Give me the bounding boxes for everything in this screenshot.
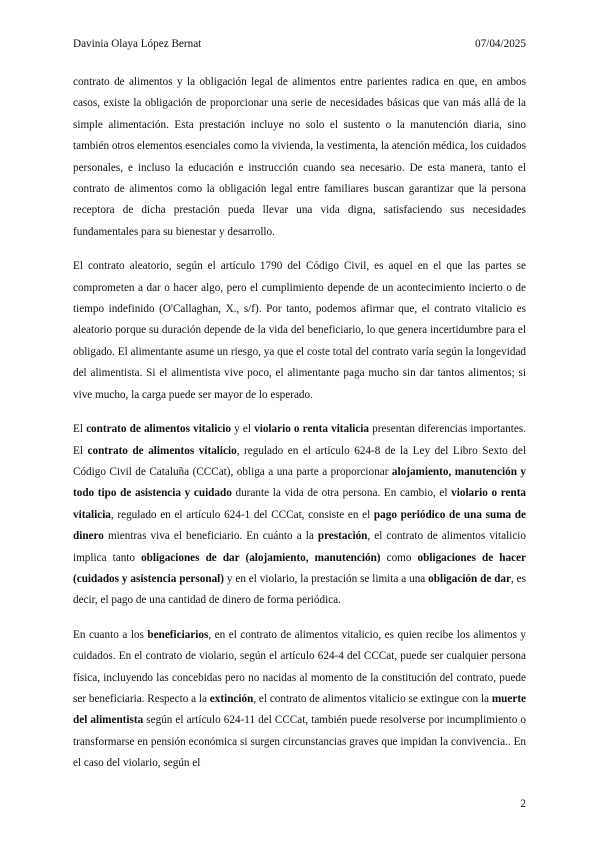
bold-term: obligaciones de hacer (cuidados y asistencia personal) <box>73 551 527 585</box>
bold-term: obligación de dar <box>428 572 511 585</box>
page-number: 2 <box>520 798 526 810</box>
bold-term: alojamiento, manutención y todo tipo de asistencia y cuidado <box>73 465 526 500</box>
document-body <box>73 72 526 788</box>
paragraph-text: , en el contrato de alimentos vitalicio, es quien recibe los alimentos y cuidados. En el contrato de violario, según el artículo 624-4 del CCCat, puede ser cualquier persona física, incluyendo las concebidas pero no nacidas al momento de la constitución del contrato, puede ser beneficiaria. Respecto a la <box>73 628 526 705</box>
paragraph-4 <box>73 625 526 775</box>
paragraph-text: y el <box>231 423 255 436</box>
bold-term: beneficiarios <box>147 628 209 641</box>
bold-term: contrato de alimentos vitalicio <box>86 423 232 436</box>
paragraph-text: contrato de alimentos y la obligación legal de alimentos entre parientes radica en que, en ambos casos, existe la obligación de proporcionar una serie de necesidades básicas que van más allá de la simple alimentación. Esta prestación incluye no solo el sustento o la manutención diaria, sino también otros elementos esenciales como la vivienda, la vestimenta, la atención médica, los cuidados personales, e incluso la educación e instrucción cuando sea necesario. De esta manera, tanto el contrato de alimentos como la obligación legal entre familiares buscan garantizar que la persona receptora de dicha prestación pueda llevar una vida digna, satisfaciendo sus necesidades fundamentales para su bienestar y desarrollo. <box>73 76 526 238</box>
paragraph-text: El contrato aleatorio, según el artículo 1790 del Código Civil, es aquel en el que las partes se comprometen a dar o hacer algo, pero el cumplimiento depende de un acontecimiento incierto o de tiempo indefinido (O'Callaghan, X., s/f). Por tanto, podemos afirmar que, el contrato vitalicio es aleatorio porque su duración depende de la vida del beneficiario, lo que genera incertidumbre para el obligado. El alimentante asume un riesgo, ya que el coste total del contrato varía según la longevidad del alimentista. Si el alimentista vive poco, el alimentante paga mucho sin dar tantos alimentos; si vive mucho, la carga puede ser mayor de lo esperado. <box>73 260 526 401</box>
paragraph-text: , el contrato de alimentos vitalicio implica tanto <box>73 530 526 564</box>
paragraph-text: como <box>380 551 418 564</box>
header-author: Davinia Olaya López Bernat <box>73 38 202 50</box>
paragraph-text: presentan diferencias importantes. El <box>73 423 526 457</box>
paragraph-text: , regulado en el artículo 624-1 del CCCat, consiste en el <box>110 508 374 521</box>
paragraph-text: En cuanto a los <box>73 628 148 641</box>
paragraph-2 <box>73 256 526 406</box>
bold-term: pago periódico de una suma de dinero <box>73 508 526 543</box>
paragraph-text: y en el violario, la prestación se limita a una <box>224 572 429 585</box>
paragraph-text: durante la vida de otra persona. En cambio, el <box>231 487 452 500</box>
bold-term: obligaciones de dar (alojamiento, manutención) <box>141 551 381 564</box>
paragraph-3 <box>73 419 526 612</box>
paragraph-text: , regulado en el artículo 624-8 de la Ley del Libro Sexto del Código Civil de Cataluña (CCCat), obliga a una parte a proporcionar <box>73 444 526 478</box>
paragraph-text: , es decir, el pago de una cantidad de dinero de forma periódica. <box>73 572 527 607</box>
paragraph-text: El <box>73 423 87 436</box>
bold-term: prestación <box>317 530 368 543</box>
bold-term: violario o renta vitalicia <box>254 423 369 436</box>
paragraph-text: según el artículo 624-11 del CCCat, también puede resolverse por incumplimiento o transformarse en pensión económica si surgen circunstancias graves que impidan la convivencia.. En el caso del violario, según el <box>73 714 526 770</box>
paragraph-text: , el contrato de alimentos vitalicio se extingue con la <box>253 692 492 705</box>
bold-term: extinción <box>209 692 254 705</box>
paragraph-1 <box>73 72 526 243</box>
paragraph-text: mientras viva el beneficiario. En cuánto a la <box>103 530 318 543</box>
page-header <box>73 36 526 52</box>
bold-term: violario o renta vitalicia <box>73 487 527 521</box>
bold-term: contrato de alimentos vitalicio <box>87 444 237 457</box>
bold-term: muerte del alimentista <box>73 692 527 727</box>
header-date: 07/04/2025 <box>475 38 526 50</box>
